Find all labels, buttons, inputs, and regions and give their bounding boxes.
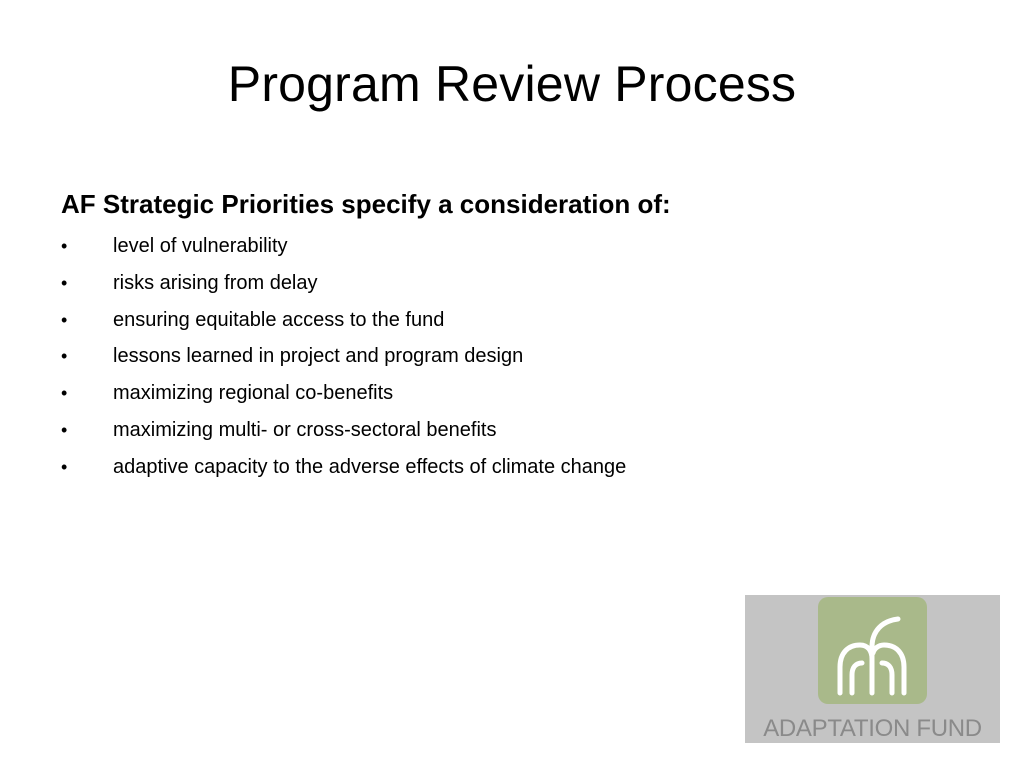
bullet-list bbox=[61, 228, 961, 486]
slide-body bbox=[61, 186, 961, 486]
lead-text: AF Strategic Priorities specify a consideration of: bbox=[61, 189, 671, 219]
bullet-icon: • bbox=[61, 346, 68, 367]
bullet-item bbox=[61, 265, 961, 302]
bullet-text: level of vulnerability bbox=[113, 235, 288, 257]
bullet-icon: • bbox=[61, 236, 68, 256]
bullet-text: maximizing regional co-benefits bbox=[113, 382, 394, 405]
bullet-text: lessons learned in project and program design bbox=[113, 345, 524, 368]
bullet-item bbox=[61, 228, 961, 265]
bullet-item bbox=[61, 302, 961, 339]
bullet-item bbox=[61, 338, 961, 375]
bullet-text: ensuring equitable access to the fund bbox=[113, 308, 445, 331]
bullet-icon: • bbox=[61, 272, 68, 293]
bullet-item bbox=[61, 412, 961, 449]
slide-title: Program Review Process bbox=[227, 56, 797, 112]
bullet-item bbox=[61, 449, 961, 486]
adaptation-fund-logo bbox=[745, 595, 1000, 743]
logo-text: ADAPTATION FUND bbox=[763, 715, 982, 742]
bullet-icon: • bbox=[61, 309, 68, 330]
bullet-icon: • bbox=[61, 456, 68, 477]
bullet-icon: • bbox=[61, 383, 68, 404]
bullet-text: maximizing multi- or cross-sectoral benefits bbox=[113, 418, 497, 441]
bullet-icon: • bbox=[61, 419, 68, 440]
bullet-text: risks arising from delay bbox=[113, 271, 318, 294]
bullet-item bbox=[61, 375, 961, 412]
fountain-leaf-icon bbox=[818, 597, 927, 704]
bullet-text: adaptive capacity to the adverse effects of climate change bbox=[113, 455, 627, 478]
